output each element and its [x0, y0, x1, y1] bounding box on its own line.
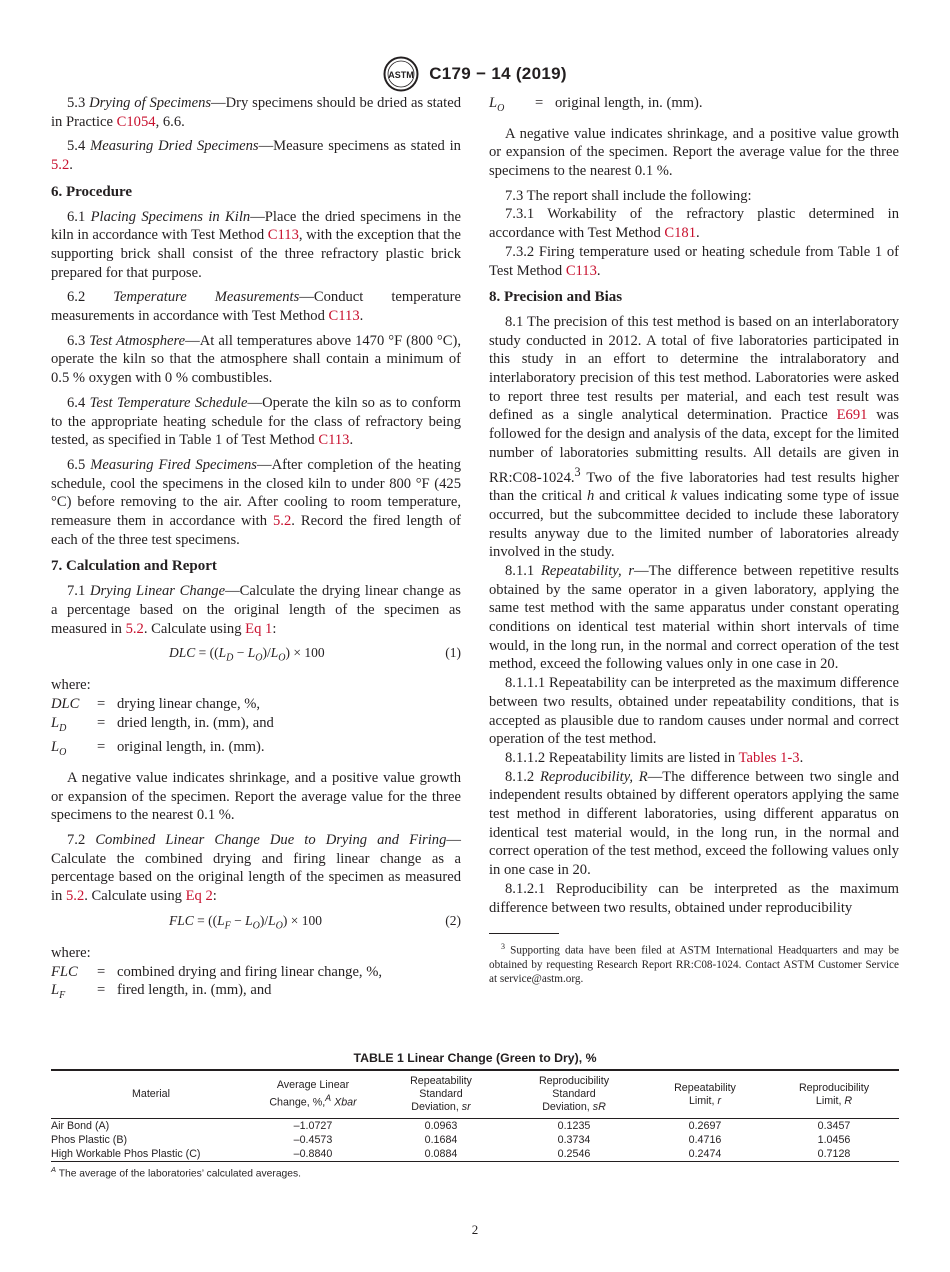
link-e691[interactable]: E691: [836, 407, 868, 424]
section-8-1-1: 8.1.1 Repeatability, r—The difference between repetitive results obtained by the same operator in a given laboratory, applying the same test method with the same apparatus under constant operating conditions on identical test material within short intervals of time would, in the long run, in the normal and correct operation of the test method, exceed the following values only in one case in 20.: [489, 562, 899, 673]
link-tables-1-3[interactable]: Tables 1-3: [738, 749, 800, 766]
link-c1054[interactable]: C1054: [116, 113, 156, 130]
astm-logo: [383, 56, 419, 92]
linear-change-table: [51, 1069, 899, 1162]
section-8-1-1-2: 8.1.1.2 Repeatability limits are listed in Tables 1-3.: [505, 749, 804, 766]
link-5-2[interactable]: 5.2: [66, 888, 85, 905]
link-c113[interactable]: C113: [318, 432, 350, 449]
definition-row: FLC = combined drying and firing linear change, %,: [51, 963, 383, 980]
table-footnote: $^A$ The average of the laboratories’ calculated averages.: [51, 1165, 302, 1180]
definition-list: [51, 963, 461, 1006]
where-label: where:: [51, 944, 91, 961]
footnote-3: $^3$ Supporting data have been filed at ASTM International Headquarters and may be obtained by requesting Research Report RR:C08-1024. Contact ASTM Customer Service at service@astm.org.: [489, 942, 900, 986]
section-8-1-2: 8.1.2 Reproducibility, R—The difference between two single and independent results obtained by different operators applying the same test method in different laboratories, using different apparatus on identical test material would, in the long run, in the normal and correct operation of the test method, exceed the following values only in one case in 20.: [489, 768, 899, 879]
link-c181[interactable]: C181: [664, 225, 697, 242]
section-8-1-2-1: 8.1.2.1 Reproducibility can be interpreted as the maximum difference between two results, obtained under reproducibility: [489, 880, 899, 916]
definition-list: [51, 695, 461, 763]
section-7-2: 7.2 Combined Linear Change Due to Drying and Firing—Calculate the combined drying and firing linear change as a percentage based on the original length of the specimen as measured in 5.2. Calculate using Eq 2:: [51, 832, 461, 905]
heading-precision-bias: 8. Precision and Bias: [489, 289, 623, 306]
equation-number: (2): [445, 912, 461, 928]
link-eq-2[interactable]: Eq 2: [185, 888, 213, 905]
section-6-1: 6.1 Placing Specimens in Kiln—Place the dried specimens in the kiln in accordance with Test Method C113, with the exception that the supporting brick shall consist of the three refractory plastic brick prepared for that purpose.: [51, 208, 462, 281]
standard-designation: C179 − 14 (2019): [429, 64, 567, 83]
table-title: TABLE 1 Linear Change (Green to Dry), %: [353, 1051, 597, 1065]
footnote-ref[interactable]: 3: [574, 464, 581, 479]
link-c113[interactable]: C113: [565, 262, 597, 279]
col-material: Material: [131, 1088, 170, 1100]
equation-1: DLC = $((L_D - L_O)/L_O) \times 100$ (1): [169, 645, 461, 664]
link-eq-1[interactable]: Eq 1: [245, 620, 273, 637]
heading-procedure: 6. Procedure: [51, 183, 133, 200]
logo-text: ASTM: [388, 70, 414, 80]
section-6-3: 6.3 Test Atmosphere—At all temperatures above 1470 °F (800 °C), operate the kiln so that the atmosphere shall contain a minimum of 0.5 % oxygen with 0 % combustibles.: [51, 332, 462, 387]
definition-row: $L_O$ = original length, in. (mm).: [51, 739, 265, 759]
table-row: Phos Plastic (B) –0.4573 0.1684 0.3734 0.4716 1.0456: [51, 1133, 851, 1146]
definition-list: [489, 94, 899, 119]
where-label: where:: [51, 677, 91, 694]
definition-row: $L_F$ = fired length, in. (mm), and: [51, 982, 272, 1002]
col-average: Average Linear Change, %,$^A$ Xbar: [269, 1079, 357, 1109]
section-7-3-1: 7.3.1 Workability of the refractory plastic determined in accordance with Test Method C181.: [489, 206, 899, 242]
definition-row: $L_D$ = dried length, in. (mm), and: [51, 714, 274, 734]
link-c113[interactable]: C113: [267, 227, 299, 244]
definition-row: DLC = drying linear change, %,: [51, 695, 261, 712]
equation-number: (1): [445, 645, 461, 661]
col-repeatability-sd: Repeatability Standard Deviation, sr: [410, 1075, 472, 1113]
negative-value-note: A negative value indicates shrinkage, and a positive value growth or expansion of the specimen. Report the average value for the three specimens to the nearest 0.1 %.: [51, 769, 461, 824]
section-5-4: 5.4 Measuring Dried Specimens—Measure specimens as stated in 5.2.: [51, 138, 461, 174]
section-8-1-1-1: 8.1.1.1 Repeatability can be interpreted as the maximum difference between two results, obtained under repeatability conditions, that is accepted as plausible due to random causes under normal and correct operation of the test method.: [489, 675, 899, 748]
section-7-3-2: 7.3.2 Firing temperature used or heating schedule from Table 1 of Test Method C113.: [489, 243, 899, 279]
page-header: [0, 56, 950, 92]
page-number: 2: [471, 1222, 479, 1237]
section-6-2: 6.2 Temperature Measurements—Conduct temperature measurements in accordance with Test Method C113.: [51, 289, 461, 325]
link-5-2[interactable]: 5.2: [125, 620, 144, 637]
section-6-4: 6.4 Test Temperature Schedule—Operate the kiln so as to conform to the appropriate heating schedule for the class of refractory being tested, as specified in Table 1 of Test Method C113.: [51, 394, 462, 449]
heading-calculation-report: 7. Calculation and Report: [51, 558, 217, 575]
link-5-2[interactable]: 5.2: [273, 513, 292, 530]
section-5-3: 5.3 Drying of Specimens—Dry specimens should be dried as stated in Practice C1054, 6.6.: [51, 95, 461, 130]
definition-row: $L_O$ = original length, in. (mm).: [489, 95, 703, 114]
table-row: Air Bond (A) –1.0727 0.0963 0.1235 0.2697 0.3457: [51, 1119, 851, 1132]
section-6-5: 6.5 Measuring Fired Specimens—After completion of the heating schedule, cool the specimens in the closed kiln to under 800 °F (425 °C) before removing to the air. After cooling to room temperature, remeasure them in accordance with 5.2. Record the fired length of each of the three test specimens.: [51, 456, 462, 548]
link-5-2[interactable]: 5.2: [51, 157, 70, 174]
link-c113[interactable]: C113: [328, 308, 360, 325]
negative-value-note: A negative value indicates shrinkage, and a positive value growth or expansion of the specimen. Report the average value for the three specimens to the nearest 0.1 %.: [489, 125, 899, 180]
section-8-1: 8.1 The precision of this test method is based on an interlaboratory study conducted in 2012. A total of five laboratories participated in this study in an effort to determine the intralaboratory and interlaboratory precision of this test method. Laboratories were asked to report three test results per material, and each test result was defined as a single analytical determination. Practice E691 was followed for the design and analysis of the data, except for the limited number of laboratories submitting results. All details are given in RR:C08-1024.$^3$ Two of the five laboratories had test results higher than the critical h and critical k values indicating some type of issue occurred, but the subcommittee decided to include these laboratory results anyway due to the limited number of laboratories already involved in the study.: [489, 313, 899, 561]
equation-2: FLC = $((L_F - L_O)/L_O) \times 100$ (2): [169, 912, 461, 932]
table-row: High Workable Phos Plastic (C) –0.8840 0.0884 0.2546 0.2474 0.7128: [51, 1147, 899, 1162]
table-header-row: [51, 1070, 899, 1119]
col-reproducibility-sd: Reproducibility Standard Deviation, sR: [538, 1075, 610, 1113]
right-column: [489, 94, 899, 987]
section-7-1: 7.1 Drying Linear Change—Calculate the drying linear change as a percentage based on the original length of the specimen as measured in 5.2. Calculate using Eq 1:: [51, 583, 461, 637]
col-repeatability-limit: Repeatability Limit, r: [674, 1081, 736, 1107]
section-7-3: 7.3 The report shall include the following:: [505, 187, 752, 204]
left-column: [51, 94, 461, 1012]
footnote-divider: [489, 933, 559, 934]
col-reproducibility-limit: Reproducibility Limit, R: [798, 1081, 870, 1107]
